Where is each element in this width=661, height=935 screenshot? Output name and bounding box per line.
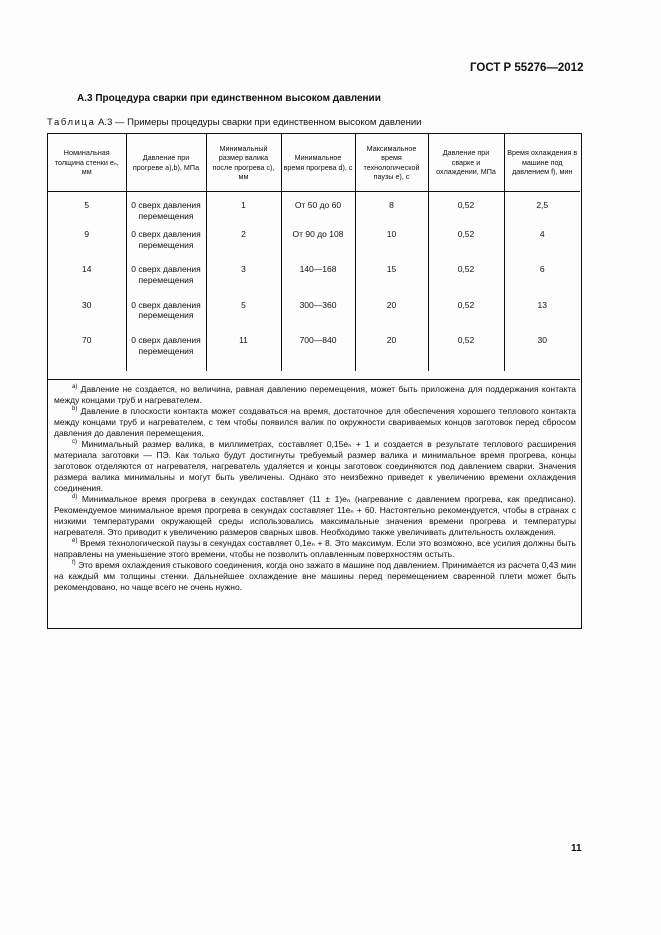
table-row: [48, 264, 580, 299]
footnote: [54, 560, 576, 593]
header-cell: Минимальный размер валика после прогрева c), мм: [206, 134, 281, 192]
footnote: [54, 439, 576, 494]
table-cell: 0 сверх давления перемещения: [126, 192, 206, 230]
table-cell: 2: [206, 229, 281, 264]
header-cell: Давление при прогреве a),b), МПа: [126, 134, 206, 192]
table-cell: 5: [48, 192, 126, 230]
table-cell: 70: [48, 335, 126, 371]
table-cell: 0,52: [428, 229, 504, 264]
header-cell: Время охлаждения в машине под давлением f), мин: [504, 134, 580, 192]
table-cell: 15: [355, 264, 428, 299]
footnote-text: Это время охлаждения стыкового соединения, когда оно зажато в машине под давлением. Принимается из расчета 0,43 мин на каждый мм толщины стенки. Дальнейшее охлаждение вне машины перед перемещением сваренной плети может быть рекомендовано, но чаще всего не очень нужно.: [54, 560, 576, 592]
footnote-mark: b): [72, 406, 78, 413]
table-cell: 10: [355, 229, 428, 264]
table-cell: 20: [355, 300, 428, 335]
section-heading: А.3 Процедура сварки при единственном высоком давлении: [77, 93, 381, 104]
footnote-text: Давление не создается, но величина, равная давлению перемещения, может быть приложена для поддержания контакта между концами труб и нагревателем.: [54, 384, 576, 405]
table-caption: [47, 117, 421, 128]
table-cell: 0,52: [428, 264, 504, 299]
table-row: [48, 335, 580, 371]
table-cell: 30: [537, 335, 547, 346]
table-cell: 13: [537, 299, 547, 310]
footnote: [54, 494, 576, 538]
table-cell: 0,52: [428, 192, 504, 230]
footnote-mark: f): [72, 560, 76, 567]
table-cell: 0 сверх давления перемещения: [126, 264, 206, 299]
table-cell: 5: [206, 300, 281, 335]
header-cell: Номинальная толщина стенки eₙ, мм: [48, 134, 126, 192]
footnote-text: Минимальное время прогрева в секундах составляет (11 ± 1)eₙ (нагревание с давлением прогрева, как предписано). Рекомендуемое минимальное время прогрева в секундах составляет 11eₙ + 60. Настоятельно рекомендуется, чтобы в странах с низкими температурами окружающей среды использовались максимальные значения времени прогрева и температуры нагревателя. Это приводит к увеличению размеров сварных швов. Необходимо также увеличивать длительность охлаждения.: [54, 494, 576, 537]
table-cell: 14: [48, 264, 126, 299]
footnote: [54, 538, 576, 560]
table-cell: 0 сверх давления перемещения: [126, 229, 206, 264]
page-number: 11: [571, 843, 582, 854]
table-cell: 0 сверх давления перемещения: [126, 335, 206, 371]
table-cell: 700—840: [281, 335, 355, 371]
table-cell: 0 сверх давления перемещения: [126, 300, 206, 335]
table-cell: 0,52: [428, 335, 504, 371]
table-header-row: [48, 134, 580, 192]
header-cell: Давление при сварке и охлаждении, МПа: [428, 134, 504, 192]
table-row: [48, 192, 580, 230]
header-cell: Минимальное время прогрева d), с: [281, 134, 355, 192]
footnote-mark: c): [72, 439, 77, 446]
table-cell: 300—360: [281, 300, 355, 335]
footnote-text: Минимальный размер валика, в миллиметрах, составляет 0,15eₙ + 1 и создается в результате теплового расширения материала заготовки — ПЭ. Как только будут достигнуты требуемый размер валика и минимальное время прогрева, концы заготовок отделяются от нагревателя, нагреватель удаляется и концы заготовок соединяются под давлением сварки. Значения размера валика минимальны и могут быть увеличены. Однако это неизбежно приведет к увеличению времени охлаждения соединения.: [54, 439, 576, 493]
table-cell: 3: [206, 264, 281, 299]
table-frame: [47, 133, 582, 629]
table-row: [48, 300, 580, 335]
table-cell: От 90 до 108: [281, 229, 355, 264]
footnote-text: Время технологической паузы в секундах составляет 0,1eₙ + 8. Это максимум. Если это возможно, все усилия должны быть направлены на уменьшение этого времени, чтобы не позволить оплавленным поверхностям остыть.: [54, 538, 576, 559]
footnote-text: Давление в плоскости контакта может создаваться на время, достаточное для обеспечения хорошего теплового контакта между концами труб и нагревателем, с тем чтобы появился валик по окружности свариваемых концов заготовок перед сбросом давления до давления перемещения.: [54, 406, 576, 438]
table-cell: 4: [539, 229, 545, 239]
table-cell: 8: [355, 192, 428, 230]
table-caption-label: Таблица: [47, 117, 96, 128]
footnote: [54, 384, 576, 406]
table-cell: 0,52: [428, 300, 504, 335]
table-row: [48, 229, 580, 264]
table-caption-number: А.3: [98, 117, 113, 128]
table-cell: 30: [48, 300, 126, 335]
footnote-mark: e): [72, 538, 78, 545]
footnote-mark: a): [72, 384, 78, 391]
table-cell: 9: [48, 229, 126, 264]
table-cell: 2,5: [536, 200, 549, 210]
procedure-table: [48, 134, 580, 371]
table-cell: 20: [355, 335, 428, 371]
table-cell: 11: [206, 335, 281, 371]
footnote: [54, 406, 576, 439]
table-cell: 6: [539, 264, 545, 275]
table-caption-text: — Примеры процедуры сварки при единственном высоком давлении: [115, 117, 422, 128]
table-footnotes: [48, 379, 580, 593]
standard-number: ГОСТ Р 55276—2012: [470, 62, 584, 74]
table-cell: От 50 до 60: [281, 192, 355, 230]
footnote-mark: d): [72, 494, 78, 501]
table-cell: 140—168: [281, 264, 355, 299]
header-cell: Максимальное время технологической паузы e), с: [355, 134, 428, 192]
table-cell: 1: [206, 192, 281, 230]
